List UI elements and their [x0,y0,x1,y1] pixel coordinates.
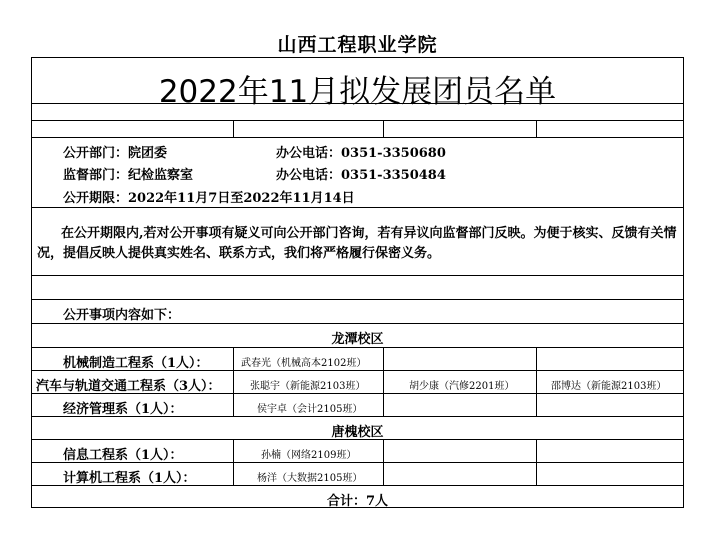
supervise-dept-phone: 办公电话：0351-3350484 [276,168,446,183]
dept-name: 计算机工程系（1人）： [63,471,196,486]
grid-line [31,120,684,121]
dept-name: 汽车与轨道交通工程系（3人）： [36,379,221,394]
public-period: 公开期限：2022年11月7日至2022年11月14日 [63,191,355,206]
grid-line [31,137,684,138]
grid-line [233,347,234,416]
school-name: 山西工程职业学院 [277,34,438,56]
member-name: 张聪宇（新能源2103班） [250,381,366,392]
grid-line [536,120,537,137]
page-title: 2022年11月拟发展团员名单 [158,74,557,110]
campus-name: 唐槐校区 [331,425,384,440]
grid-line [31,207,684,208]
grid-line [383,347,384,416]
grid-line [233,439,234,485]
dept-name: 经济管理系（1人）： [63,402,183,417]
grid-line [31,323,684,324]
dept-name: 机械制造工程系（1人）： [63,356,209,371]
public-dept-phone: 办公电话：0351-3350680 [276,146,446,161]
total-count: 合计：7人 [326,494,389,509]
grid-line [31,299,684,300]
dept-name: 信息工程系（1人）： [63,448,183,463]
grid-line [383,439,384,485]
member-name: 杨洋（大数据2105班） [257,473,363,484]
member-name: 孙楠（网络2109班） [261,450,357,461]
supervise-dept: 监督部门：纪检监察室 [63,168,194,183]
member-name: 侯宇卓（会计2105班） [257,404,363,415]
content-heading: 公开事项内容如下： [63,308,181,323]
member-name: 武春光（机械高本2102班） [241,358,367,369]
member-name: 邵博达（新能源2103班） [551,381,667,392]
notice-paragraph: 在公开期限内,若对公开事项有疑义可向公开部门咨询，若有异议向监督部门反映。为便于核实、反馈有关情况，提倡反映人提供真实姓名、联系方式，我们将严格履行保密义务。 [37,226,677,261]
grid-line [31,275,684,276]
grid-line [31,347,684,348]
grid-line [233,120,234,137]
grid-line [31,57,684,58]
member-name: 胡少康（汽修2201班） [409,381,515,392]
grid-line [383,120,384,137]
public-dept: 公开部门：院团委 [63,146,168,161]
campus-name: 龙潭校区 [331,332,384,347]
grid-line [536,347,537,416]
grid-line [536,439,537,485]
